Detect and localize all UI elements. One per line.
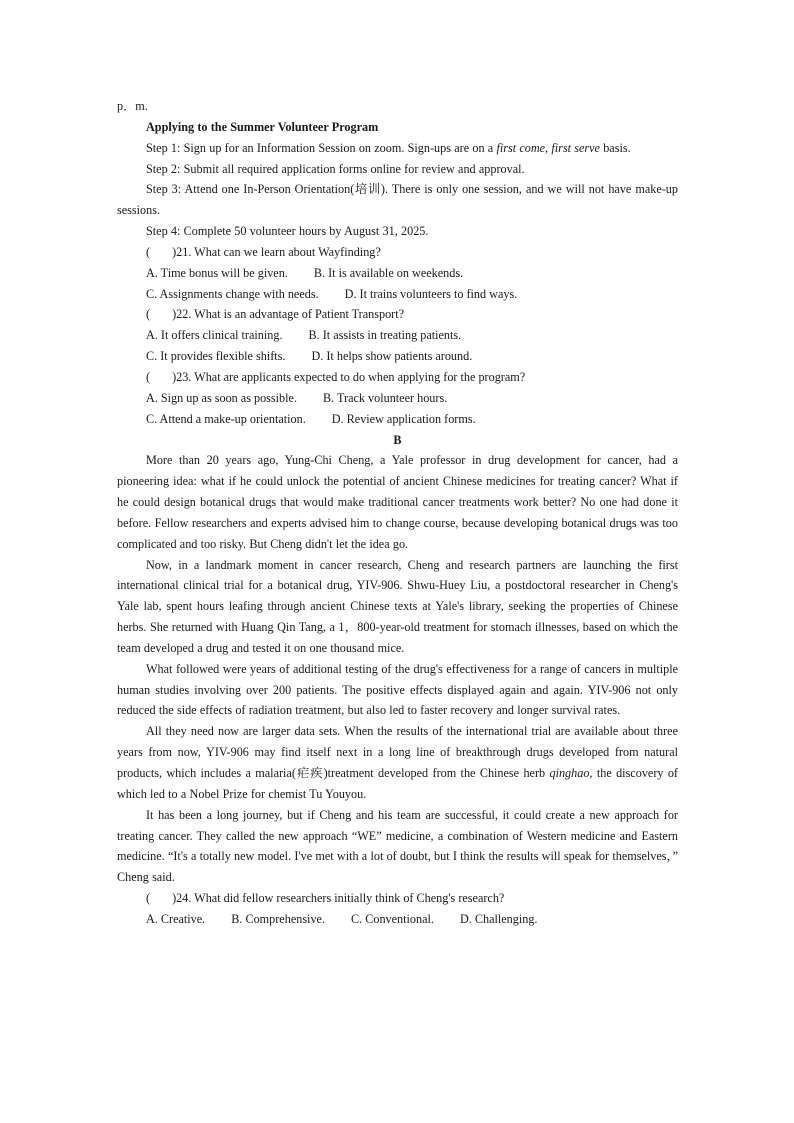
option[interactable]: C. Conventional. bbox=[351, 911, 434, 926]
question-21: ( )21. What can we learn about Wayfinding? bbox=[146, 244, 381, 259]
option[interactable]: C. Assignments change with needs. bbox=[146, 286, 319, 301]
option[interactable]: B. It assists in treating patients. bbox=[308, 328, 462, 343]
document-page bbox=[117, 96, 678, 930]
option[interactable]: D. It trains volunteers to find ways. bbox=[344, 286, 518, 301]
option[interactable]: B. Comprehensive. bbox=[231, 911, 325, 926]
options-22-row-1 bbox=[117, 325, 678, 346]
passage-paragraph-4: All they need now are larger data sets. When the results of the international trial are available about three years from now, YIV-906 may find itself next in a long line of breakthrough drugs developed from natural products, which includes a malaria(疟疾)treatment developed from the Chinese herb qinghao, the discovery of which led to a Nobel Prize for chemist Tu Youyou. bbox=[117, 724, 678, 801]
option[interactable]: D. Review application forms. bbox=[331, 411, 476, 426]
option[interactable]: A. Time bonus will be given. bbox=[146, 265, 288, 280]
options-21-row-2 bbox=[117, 284, 678, 305]
option[interactable]: A. It offers clinical training. bbox=[146, 328, 283, 343]
passage-paragraph-2: Now, in a landmark moment in cancer research, Cheng and research partners are launching the first international clinical trial for a botanical drug, YIV-906. Shwu-Huey Liu, a postdoctoral researcher in Cheng's Yale lab, spent hours leafing through ancient Chinese texts at Yale's library, seeking the properties of Chinese herbs. She returned with Huang Qin Tang, a 1，800-year-old treatment for stomach illnesses, based on which the team developed a drug and tested it on one thousand mice. bbox=[117, 557, 678, 655]
step-1-italic: first come, first serve bbox=[496, 140, 600, 155]
option[interactable]: B. It is available on weekends. bbox=[313, 265, 464, 280]
top-fragment: p．m. bbox=[117, 99, 148, 113]
question-22: ( )22. What is an advantage of Patient Transport? bbox=[146, 307, 405, 322]
passage-paragraph-3: What followed were years of additional testing of the drug's effectiveness for a range of cancers in multiple human studies involving over 200 patients. The positive effects displayed again and again. YIV-906 not only reduced the side effects of radiation treatment, but also led to faster recovery and longer survival rates. bbox=[117, 661, 678, 718]
step-3: Step 3: Attend one In-Person Orientation(培训). There is only one session, and we will not have make-up sessions. bbox=[117, 182, 678, 218]
option[interactable]: A. Creative. bbox=[146, 911, 206, 926]
step-1: Step 1: Sign up for an Information Session on zoom. Sign-ups are on a first come, first serve basis. bbox=[146, 140, 631, 155]
option[interactable]: C. It provides flexible shifts. bbox=[146, 349, 286, 364]
options-24-row bbox=[117, 909, 678, 930]
options-23-row-1 bbox=[117, 388, 678, 409]
option[interactable]: D. It helps show patients around. bbox=[311, 349, 473, 364]
option[interactable]: C. Attend a make-up orientation. bbox=[146, 411, 306, 426]
options-23-row-2 bbox=[117, 409, 678, 430]
section-b-label: B bbox=[393, 432, 402, 447]
passage-paragraph-1: More than 20 years ago, Yung-Chi Cheng, a Yale professor in drug development for cancer, had a pioneering idea: what if he could unlock the potential of ancient Chinese medicines for treating cancer? What if he could design botanical drugs that would make traditional cancer treatments work better? No one had done it before. Fellow researchers and experts advised him to change course, because developing botanical drugs was too complicated and too risky. But Cheng didn't let the idea go. bbox=[117, 453, 678, 551]
question-23: ( )23. What are applicants expected to do when applying for the program? bbox=[146, 369, 526, 384]
option[interactable]: A. Sign up as soon as possible. bbox=[146, 390, 297, 405]
step-4: Step 4: Complete 50 volunteer hours by August 31, 2025. bbox=[146, 224, 429, 239]
option[interactable]: D. Challenging. bbox=[459, 911, 538, 926]
herb-name: qinghao, bbox=[549, 766, 593, 780]
question-24: ( )24. What did fellow researchers initially think of Cheng's research? bbox=[146, 891, 505, 906]
section-title: Applying to the Summer Volunteer Program bbox=[146, 119, 379, 134]
option[interactable]: B. Track volunteer hours. bbox=[323, 390, 448, 405]
passage-paragraph-5: It has been a long journey, but if Cheng and his team are successful, it could create a new approach for treating cancer. They called the new approach “WE” medicine, a combination of Western medicine and Eastern medicine. “It's a totally new model. I've met with a lot of doubt, but I think the results will speak for themselves，” Cheng said. bbox=[117, 807, 678, 885]
step-2: Step 2: Submit all required application forms online for review and approval. bbox=[146, 161, 525, 176]
options-22-row-2 bbox=[117, 346, 678, 367]
options-21-row-1 bbox=[117, 263, 678, 284]
